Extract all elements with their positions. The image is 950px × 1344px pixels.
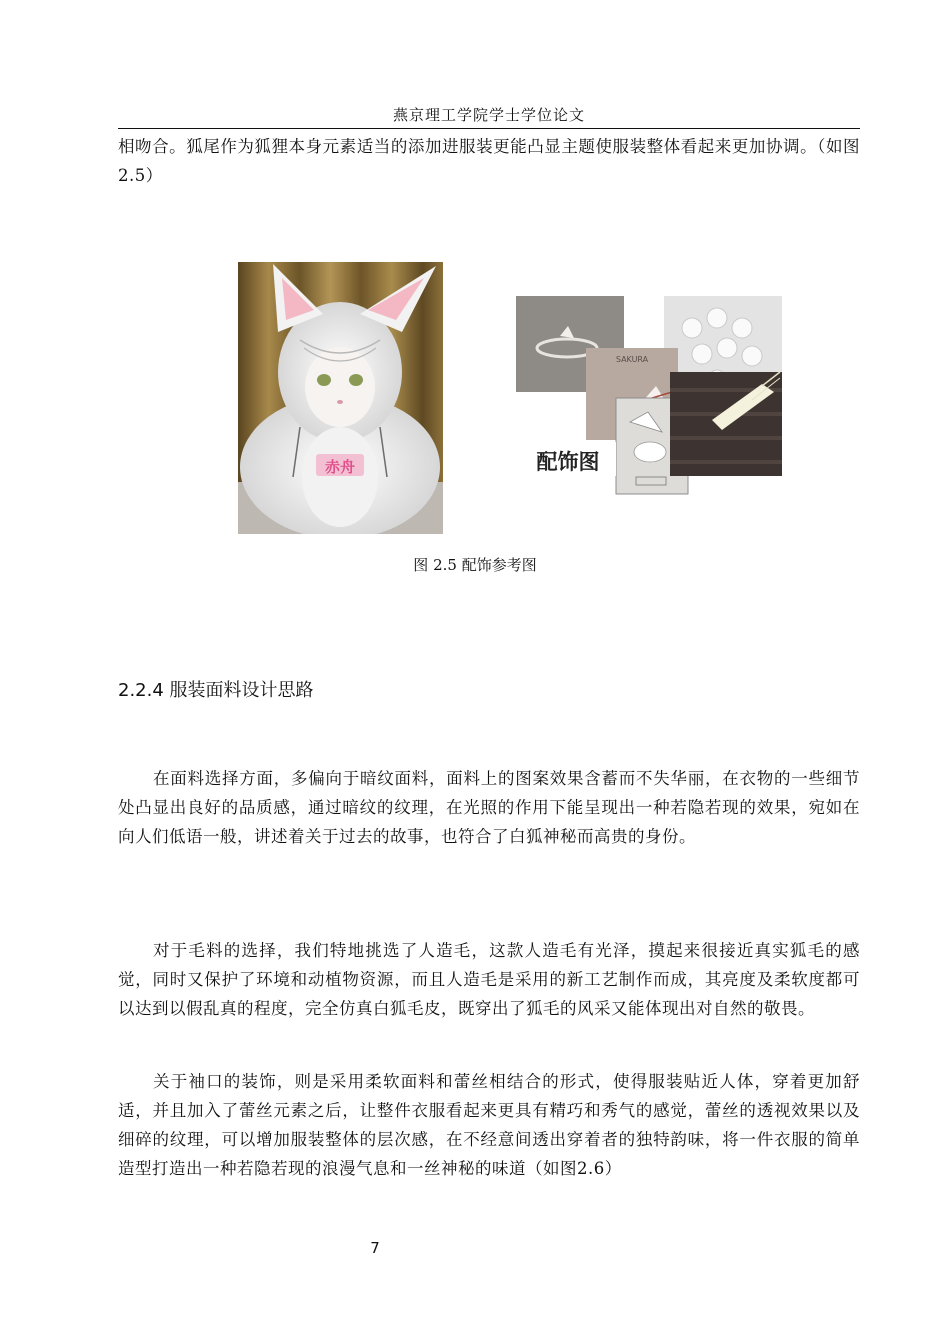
accessory-collage — [512, 292, 784, 498]
photo-badge-text: 赤舟 — [324, 458, 356, 476]
paragraph-fur: 对于毛料的选择，我们特地挑选了人造毛，这款人造毛有光泽，摸起来很接近真实狐毛的感觉，同时又保护了环境和动植物资源，而且人造毛是采用的新工艺制作而成，其亮度及柔软度都可以达到以假乱真的程度，完全仿真白狐毛皮，既穿出了狐毛的风采又能体现出对自然的敬畏。 — [118, 941, 860, 1018]
paragraph-fabric: 在面料选择方面，多偏向于暗纹面料，面料上的图案效果含蓄而不失华丽，在衣物的一些细节处凸显出良好的品质感，通过暗纹的纹理，在光照的作用下能呈现出一种若隐若现的效果，宛如在向人们低语一般，讲述着关于过去的故事，也符合了白狐神秘而高贵的身份。 — [118, 769, 860, 846]
book-cover-text: SAKURA — [615, 355, 649, 364]
section-heading: 2.2.4 服装面料设计思路 — [118, 680, 314, 701]
paragraph-continuation: 相吻合。狐尾作为狐狸本身元素适当的添加进服装更能凸显主题使服装整体看起来更加协调。（如图 2.5） — [118, 137, 860, 185]
costume-photo — [238, 262, 443, 534]
paragraph-cuff: 关于袖口的装饰，则是采用柔软面料和蕾丝相结合的形式，使得服装贴近人体，穿着更加舒适，并且加入了蕾丝元素之后，让整件衣服看起来更具有精巧和秀气的感觉，蕾丝的透视效果以及细碎的纹理，可以增加服装整体的层次感，在不经意间透出穿着者的独特韵味，将一件衣服的简单造型打造出一种若隐若现的浪漫气息和一丝神秘的味道（如图2.6） — [118, 1072, 860, 1178]
page-number: 7 — [370, 1239, 380, 1257]
header-divider — [118, 128, 860, 129]
collage-title: 配饰图 — [536, 450, 600, 474]
figure-caption: 图 2.5 配饰参考图 — [413, 556, 537, 574]
running-header: 燕京理工学院学士学位论文 — [392, 106, 585, 124]
